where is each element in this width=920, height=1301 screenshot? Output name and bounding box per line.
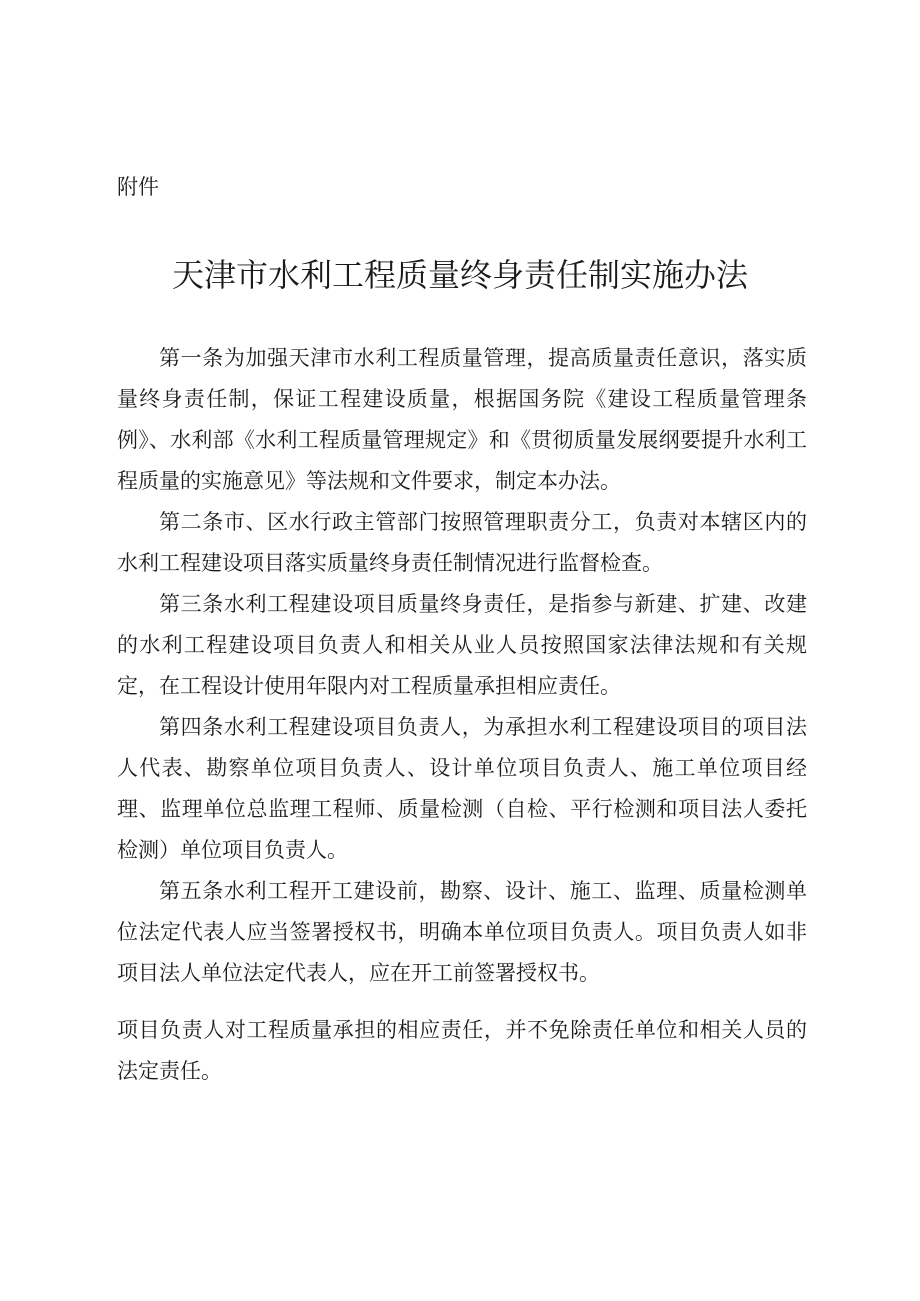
attachment-label: 附件 [117, 175, 159, 199]
article-2: 第二条市、区水行政主管部门按照管理职责分工，负责对本辖区内的水利工程建设项目落实质量终身责任制情况进行监督检查。 [117, 510, 807, 575]
article-4: 第四条水利工程建设项目负责人，为承担水利工程建设项目的项目法人代表、勘察单位项目负责人、设计单位项目负责人、施工单位项目经理、监理单位总监理工程师、质量检测（自检、平行检测和项目法人委托检测）单位项目负责人。 [117, 715, 807, 862]
closing-paragraph: 项目负责人对工程质量承担的相应责任，并不免除责任单位和相关人员的法定责任。 [117, 1018, 807, 1083]
document-title: 天津市水利工程质量终身责任制实施办法 [171, 256, 748, 294]
article-5: 第五条水利工程开工建设前，勘察、设计、施工、监理、质量检测单位法定代表人应当签署授权书，明确本单位项目负责人。项目负责人如非项目法人单位法定代表人，应在开工前签署授权书。 [117, 879, 807, 985]
document-body [117, 338, 807, 1092]
article-1: 第一条为加强天津市水利工程质量管理，提高质量责任意识，落实质量终身责任制，保证工程建设质量，根据国务院《建设工程质量管理条例》、水利部《水利工程质量管理规定》和《贯彻质量发展纲要提升水利工程质量的实施意见》等法规和文件要求，制定本办法。 [117, 346, 807, 493]
article-3: 第三条水利工程建设项目质量终身责任，是指参与新建、扩建、改建的水利工程建设项目负责人和相关从业人员按照国家法律法规和有关规定，在工程设计使用年限内对工程质量承担相应责任。 [117, 592, 807, 698]
